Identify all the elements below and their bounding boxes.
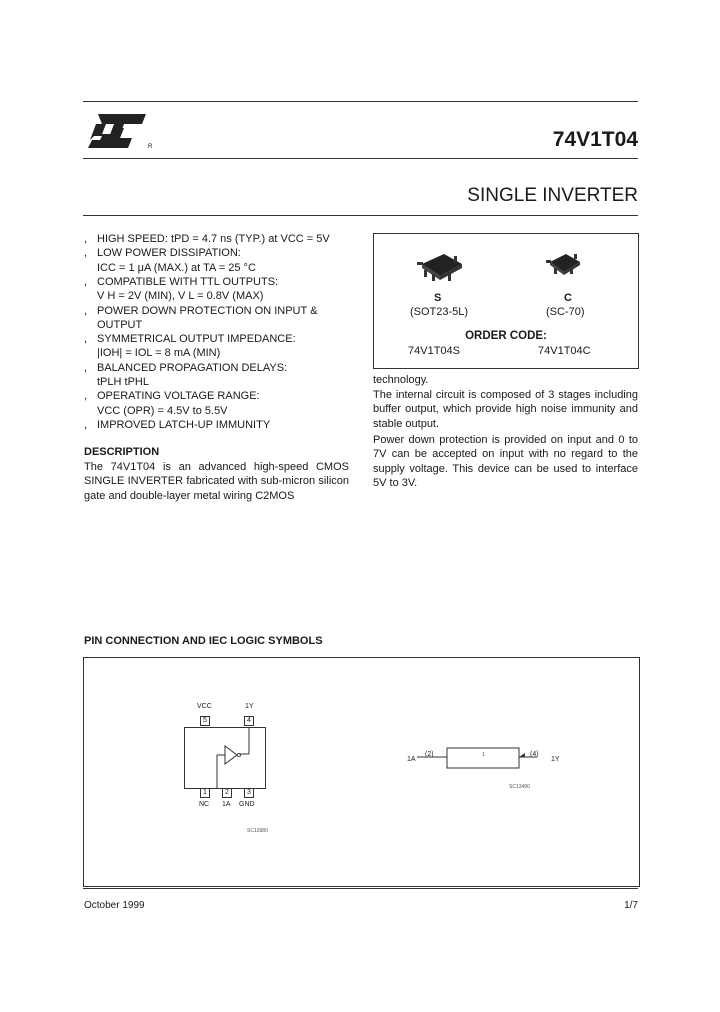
- feature-bullet: ,: [84, 333, 88, 346]
- feature-bullet: ,: [84, 233, 88, 245]
- product-subtitle: SINGLE INVERTER: [467, 185, 638, 206]
- pkg-c-letter: C: [564, 292, 572, 304]
- feature-text: VCC (OPR) = 4.5V to 5.5V: [97, 404, 228, 417]
- feature-text: LOW POWER DISSIPATION:: [97, 247, 241, 260]
- feature-text: OUTPUT: [97, 318, 143, 331]
- feature-text: V H = 2V (MIN), V L = 0.8V (MAX): [97, 290, 264, 303]
- feature-text: ICC = 1 μA (MAX.) at TA = 25 °C: [97, 261, 256, 274]
- iec-logic-symbol: [417, 746, 537, 772]
- feature-text: IMPROVED LATCH-UP IMMUNITY: [97, 418, 271, 431]
- footer-page: 1/7: [624, 900, 638, 911]
- footer-rule: [83, 888, 638, 889]
- feature-bullet: ,: [84, 390, 88, 403]
- ic-body: [184, 727, 266, 789]
- feature-text: tPLH tPHL: [97, 376, 149, 388]
- st-logo: [84, 110, 154, 156]
- feature-bullet: ,: [84, 361, 88, 374]
- order-code-c: 74V1T04C: [538, 345, 591, 357]
- feature-text: HIGH SPEED: tPD = 4.7 ns (TYP.) at VCC = 5V: [97, 233, 330, 245]
- subtitle-rule: [83, 215, 638, 216]
- description-heading: DESCRIPTION: [84, 446, 160, 458]
- description-para-2: The internal circuit is composed of 3 stages including buffer output, which provide high noise immunity and stable output.: [373, 389, 638, 430]
- footer-date: October 1999: [84, 900, 145, 911]
- package-box: [373, 233, 639, 369]
- order-code-heading: ORDER CODE:: [465, 330, 547, 342]
- iec-output-pin: (4): [530, 751, 539, 758]
- pin-5: 5: [200, 716, 210, 726]
- gnd-label: GND: [239, 801, 255, 808]
- feature-text: BALANCED PROPAGATION DELAYS:: [97, 361, 288, 374]
- top-rule: [83, 101, 638, 102]
- feature-bullet: ,: [84, 304, 88, 317]
- features-list: [84, 232, 359, 437]
- pin-3: 3: [244, 788, 254, 798]
- pin-2: 2: [222, 788, 232, 798]
- part-number: 74V1T04: [552, 128, 638, 151]
- description-para-3: Power down protection is provided on input and 0 to 7V can be accepted on input with no regard to the supply voltage. This device can be used to interface 5V to 3V.: [373, 434, 638, 490]
- pkg-s-name: (SOT23-5L): [410, 306, 469, 318]
- figure-code-left: SC13980: [247, 828, 268, 834]
- header-rule: [83, 158, 638, 159]
- sc70-package-icon: [544, 250, 584, 280]
- pin-1: 1: [200, 788, 210, 798]
- feature-text: SYMMETRICAL OUTPUT IMPEDANCE:: [97, 333, 296, 346]
- figure-code-right: SC13490: [509, 784, 530, 790]
- feature-text: COMPATIBLE WITH TTL OUTPUTS:: [97, 275, 279, 288]
- registered-mark: R: [148, 144, 153, 150]
- iec-center-label: 1: [482, 752, 485, 758]
- iec-input-pin: (2): [425, 751, 434, 758]
- pin-diagram-box: [83, 657, 640, 887]
- feature-bullet: ,: [84, 247, 88, 260]
- iec-input-label: 1A: [407, 756, 416, 763]
- inverter-gate-icon: [185, 728, 265, 788]
- description-para-1: The 74V1T04 is an advanced high-speed CMOS SINGLE INVERTER fabricated with sub-micron silicon gate and double-layer metal wiring C2MOS: [84, 461, 349, 502]
- vcc-label: VCC: [197, 703, 212, 710]
- pin-4: 4: [244, 716, 254, 726]
- y-label: 1Y: [245, 703, 254, 710]
- feature-text: OPERATING VOLTAGE RANGE:: [97, 390, 260, 403]
- pkg-c-name: (SC-70): [546, 306, 585, 318]
- a-label: 1A: [222, 801, 231, 808]
- feature-bullet: ,: [84, 418, 88, 431]
- feature-bullet: ,: [84, 275, 88, 288]
- iec-output-label: 1Y: [551, 756, 560, 763]
- feature-text: |IOH| = IOL = 8 mA (MIN): [97, 347, 221, 360]
- feature-text: POWER DOWN PROTECTION ON INPUT &: [97, 304, 318, 317]
- pin-section-heading: PIN CONNECTION AND IEC LOGIC SYMBOLS: [84, 635, 323, 647]
- description-continuation: technology.: [373, 374, 429, 386]
- order-code-s: 74V1T04S: [408, 345, 460, 357]
- nc-label: NC: [199, 801, 210, 808]
- pkg-s-letter: S: [434, 292, 442, 304]
- sot23-package-icon: [414, 250, 468, 286]
